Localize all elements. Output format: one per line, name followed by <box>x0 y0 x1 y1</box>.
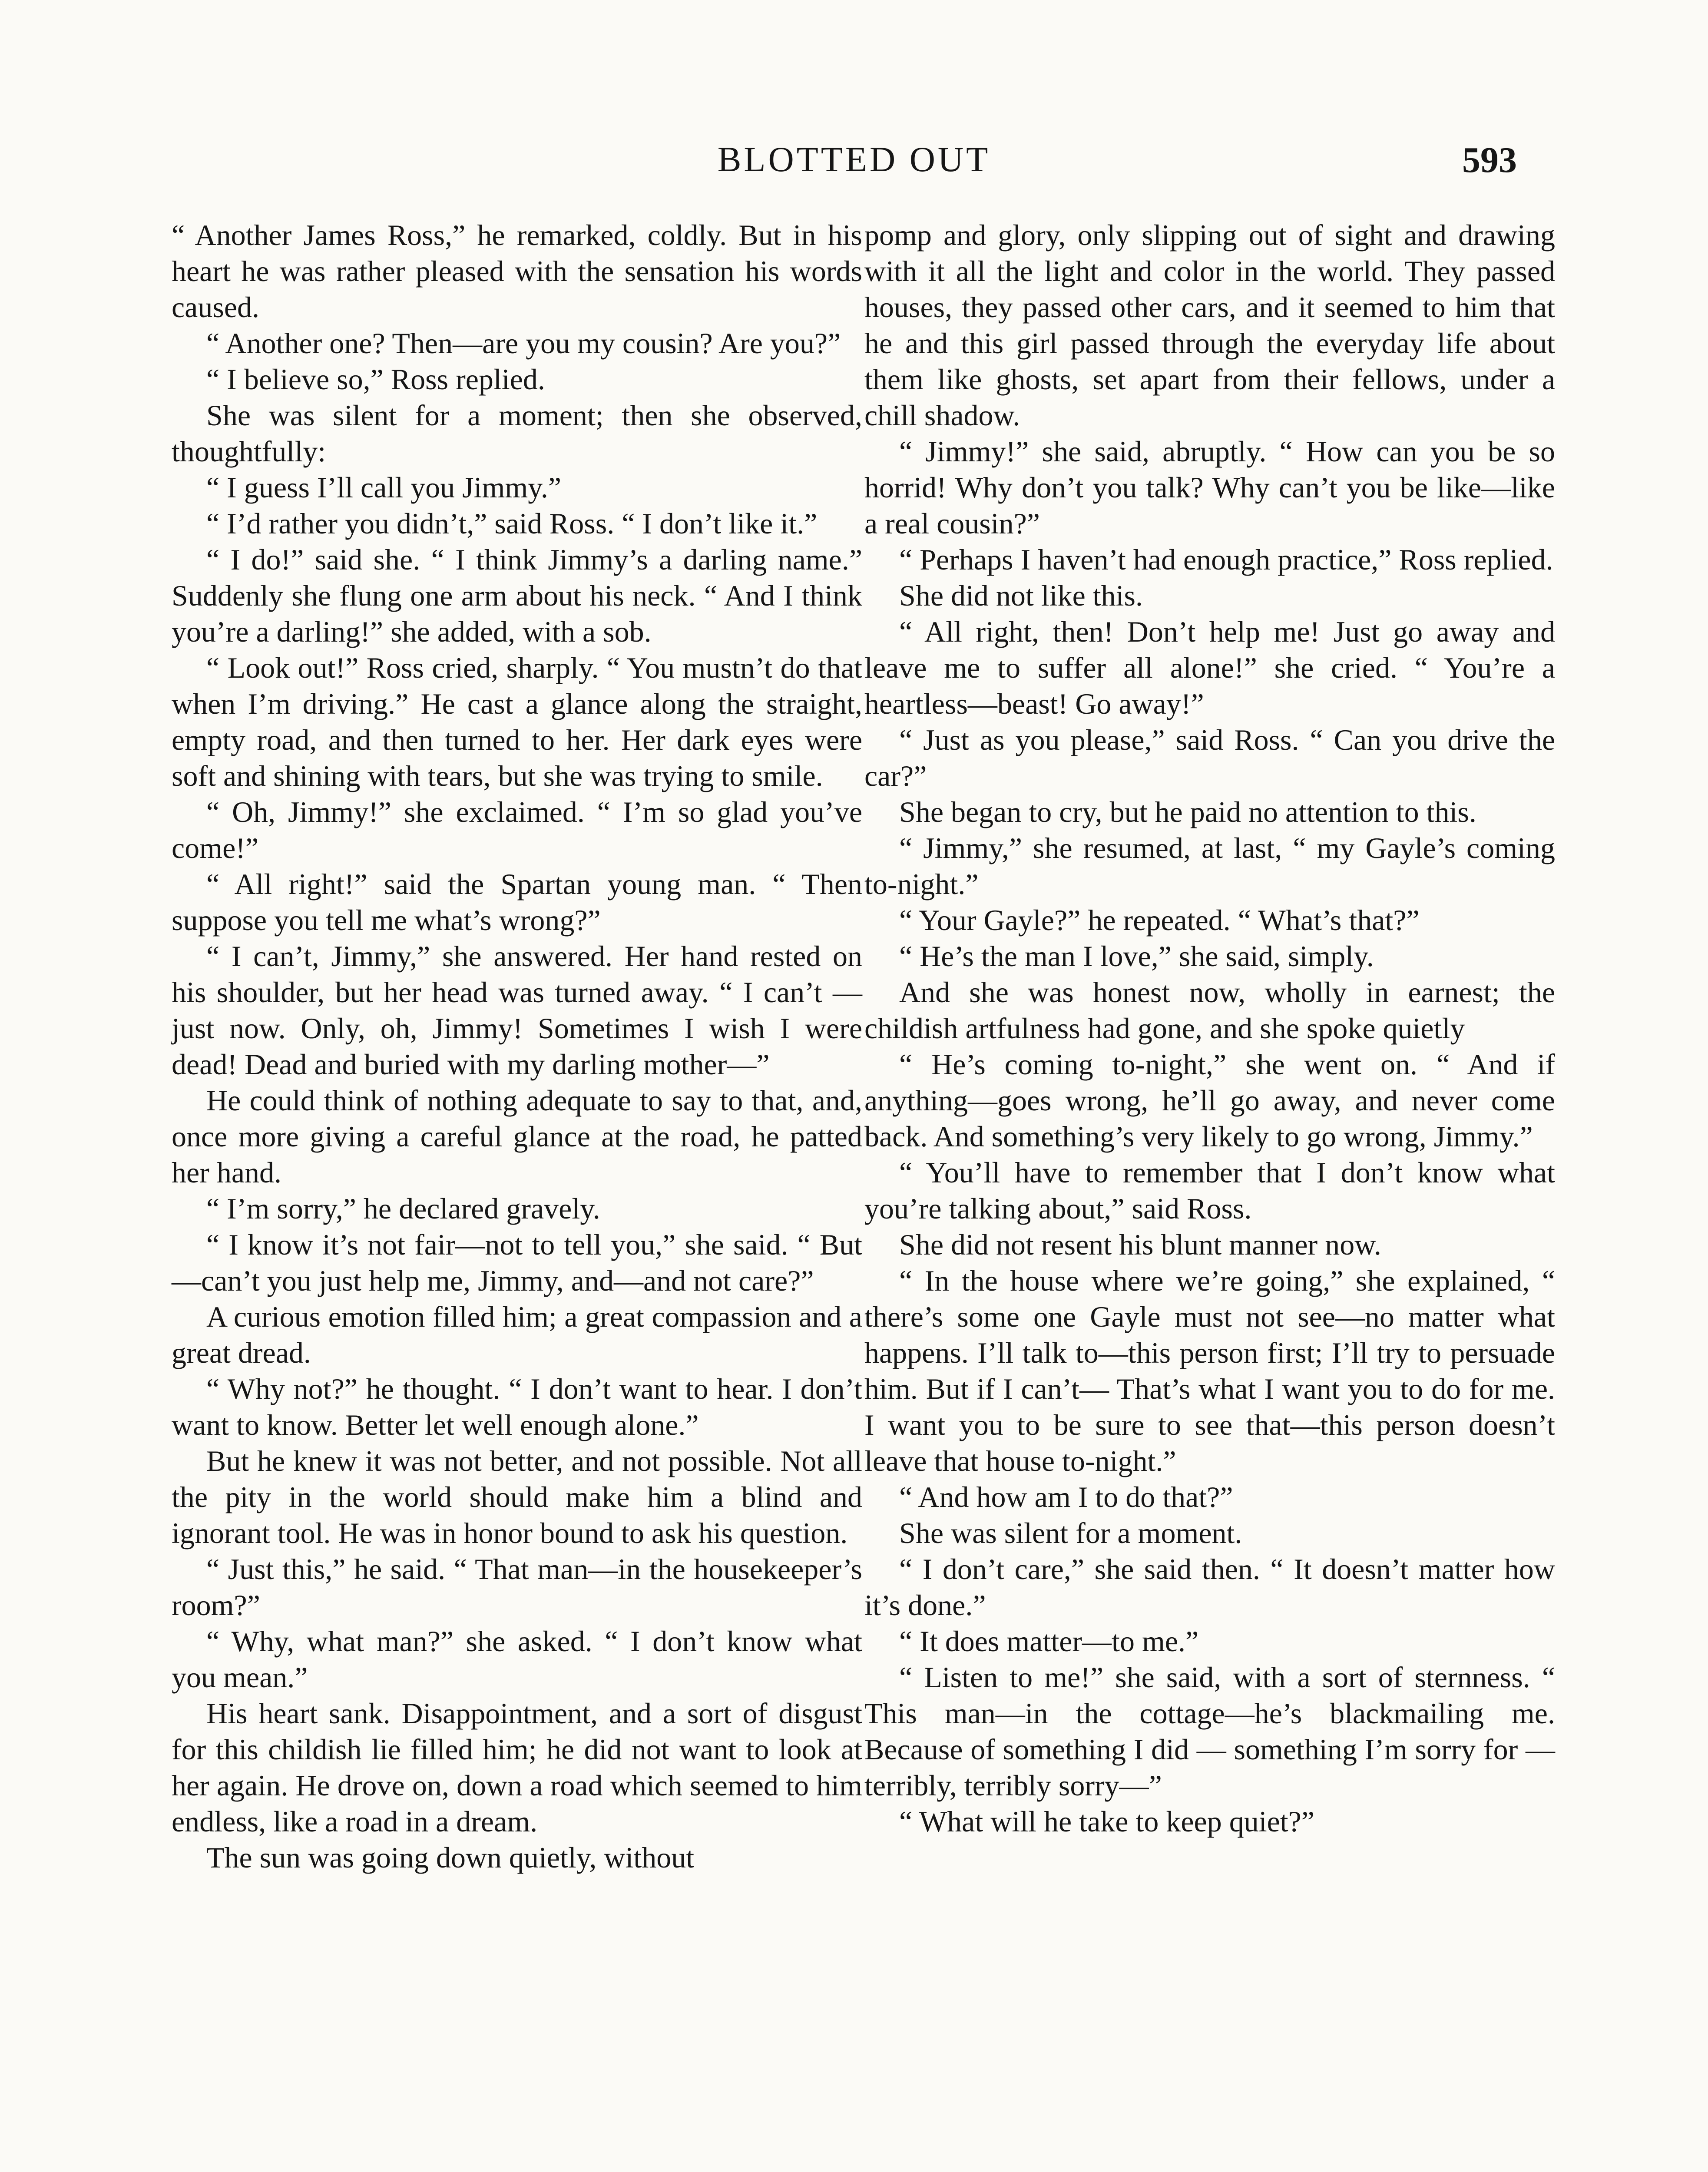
paragraph: “ I’m sorry,” he declared gravely. <box>206 1192 600 1225</box>
page-header <box>0 139 1708 187</box>
paragraph: “ I can’t, Jimmy,” she answered. Her hand rested on his shoulder, but her head was turned away. “ I can’t — just now. Only, oh, Jimmy! Sometimes I wish I were dead! Dead and buried with my darling mother—” <box>172 940 862 1081</box>
paragraph: “ Oh, Jimmy!” she exclaimed. “ I’m so glad you’ve come!” <box>172 795 862 864</box>
left-column <box>172 217 862 1876</box>
paragraph: The sun was going down quietly, without <box>206 1841 695 1874</box>
right-column <box>864 217 1555 1840</box>
paragraph: “ Why, what man?” she asked. “ I don’t know what you mean.” <box>172 1625 862 1694</box>
paragraph: “ What will he take to keep quiet?” <box>899 1805 1315 1838</box>
paragraph: “ He’s coming to-night,” she went on. “ And if anything—goes wrong, he’ll go away, and never come back. And something’s very likely to go wrong, Jimmy.” <box>864 1048 1555 1153</box>
paragraph: “ I do!” said she. “ I think Jimmy’s a darling name.” Suddenly she flung one arm about his neck. “ And I think you’re a darling!” she added, with a sob. <box>172 543 862 648</box>
paragraph: But he knew it was not better, and not possible. Not all the pity in the world should make him a blind and ignorant tool. He was in honor bound to ask his question. <box>172 1444 862 1550</box>
paragraph: “ Just this,” he said. “ That man—in the housekeeper’s room?” <box>172 1553 862 1622</box>
paragraph: “ Your Gayle?” he repeated. “ What’s that?” <box>899 904 1420 937</box>
paragraph: “ I’d rather you didn’t,” said Ross. “ I don’t like it.” <box>206 507 818 540</box>
paragraph: She did not like this. <box>899 579 1143 612</box>
running-title: BLOTTED OUT <box>717 139 991 179</box>
paragraph: “ You’ll have to remember that I don’t know what you’re talking about,” said Ross. <box>864 1156 1555 1225</box>
paragraph: “ Look out!” Ross cried, sharply. “ You mustn’t do that when I’m driving.” He cast a glance along the straight, empty road, and then turned to her. Her dark eyes were soft and shining with tears, but she was trying to smile. <box>172 651 862 792</box>
paragraph: “ Another James Ross,” he remarked, coldly. But in his heart he was rather pleased with the sensation his words caused. <box>172 219 862 324</box>
page-number: 593 <box>1462 140 1517 180</box>
paragraph: She was silent for a moment; then she observed, thoughtfully: <box>172 399 862 468</box>
paragraph: A curious emotion filled him; a great compassion and a great dread. <box>172 1300 862 1369</box>
paragraph: “ Another one? Then—are you my cousin? Are you?” <box>206 327 841 360</box>
paragraph: “ All right!” said the Spartan young man. “ Then suppose you tell me what’s wrong?” <box>172 867 862 937</box>
paragraph: She began to cry, but he paid no attention to this. <box>899 795 1476 828</box>
paragraph: “ Jimmy!” she said, abruptly. “ How can you be so horrid! Why don’t you talk? Why can’t you be like—like a real cousin?” <box>864 435 1555 540</box>
paragraph: “ Jimmy,” she resumed, at last, “ my Gayle’s coming to-night.” <box>864 831 1555 901</box>
paragraph: “ All right, then! Don’t help me! Just go away and leave me to suffer all alone!” she cried. “ You’re a heartless—beast! Go away!” <box>864 615 1555 720</box>
paragraph: “ Just as you please,” said Ross. “ Can you drive the car?” <box>864 723 1555 792</box>
paragraph: “ I believe so,” Ross replied. <box>206 363 545 396</box>
paragraph: “ I know it’s not fair—not to tell you,” she said. “ But—can’t you just help me, Jimmy, and—and not care?” <box>172 1228 862 1297</box>
paragraph: “ Why not?” he thought. “ I don’t want to hear. I don’t want to know. Better let well enough alone.” <box>172 1372 862 1441</box>
paragraph: “ I guess I’ll call you Jimmy.” <box>206 471 562 504</box>
paragraph: “ I don’t care,” she said then. “ It doesn’t matter how it’s done.” <box>864 1553 1555 1622</box>
paragraph: She did not resent his blunt manner now. <box>899 1228 1381 1261</box>
paragraph: “ It does matter—to me.” <box>899 1625 1199 1658</box>
paragraph: “ In the house where we’re going,” she explained, “ there’s some one Gayle must not see—no matter what happens. I’ll talk to—this person first; I’ll try to persuade him. But if I can’t— That’s what I want you to do for me. I want you to be sure to see that—this person doesn’t leave that house to-night.” <box>864 1264 1555 1477</box>
paragraph: “ Listen to me!” she said, with a sort of sternness. “ This man—in the cottage—he’s blackmailing me. Because of something I did — something I’m sorry for — terribly, terribly sorry—” <box>864 1661 1555 1802</box>
paragraph: And she was honest now, wholly in earnest; the childish artfulness had gone, and she spoke quietly <box>864 976 1555 1045</box>
paragraph: pomp and glory, only slipping out of sight and drawing with it all the light and color in the world. They passed houses, they passed other cars, and it seemed to him that he and this girl passed through the everyday life about them like ghosts, set apart from their fellows, under a chill shadow. <box>864 219 1555 432</box>
paragraph: His heart sank. Disappointment, and a sort of disgust for this childish lie filled him; he did not want to look at her again. He drove on, down a road which seemed to him endless, like a road in a dream. <box>172 1697 862 1838</box>
paragraph: “ And how am I to do that?” <box>899 1480 1233 1513</box>
paragraph: She was silent for a moment. <box>899 1516 1242 1550</box>
paragraph: “ He’s the man I love,” she said, simply. <box>899 940 1374 973</box>
paragraph: He could think of nothing adequate to say to that, and, once more giving a careful glance at the road, he patted her hand. <box>172 1084 862 1189</box>
paragraph: “ Perhaps I haven’t had enough practice,” Ross replied. <box>899 543 1553 576</box>
